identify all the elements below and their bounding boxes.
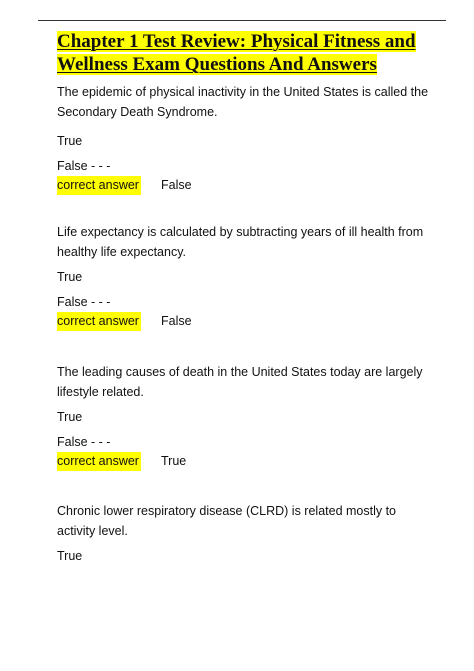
question-text: The leading causes of death in the United States today are largely lifestyle related. bbox=[57, 365, 423, 399]
answer-row bbox=[57, 452, 437, 471]
option-true: True bbox=[57, 549, 83, 563]
option-false: False - - - bbox=[57, 435, 111, 449]
option-true: True bbox=[57, 134, 83, 148]
option-true: True bbox=[57, 270, 83, 284]
correct-answer-value: False bbox=[160, 178, 192, 192]
correct-answer-label: correct answer bbox=[57, 176, 141, 195]
question-block-1 bbox=[57, 82, 437, 195]
correct-answer-value: False bbox=[160, 314, 192, 328]
option-false: False - - - bbox=[57, 159, 111, 173]
question-text: The epidemic of physical inactivity in the United States is called the Secondary Death Syndrome. bbox=[57, 85, 429, 119]
answer-row bbox=[57, 176, 437, 195]
question-text: Chronic lower respiratory disease (CLRD) is related mostly to activity level. bbox=[57, 504, 397, 538]
question-text: Life expectancy is calculated by subtracting years of ill health from healthy life expectancy. bbox=[57, 225, 424, 259]
answer-row bbox=[57, 312, 437, 331]
top-rule bbox=[38, 20, 446, 21]
correct-answer-label: correct answer bbox=[57, 452, 141, 471]
document-title bbox=[57, 30, 437, 76]
document-title-text: Chapter 1 Test Review: Physical Fitness and Wellness Exam Questions And Answers bbox=[57, 31, 416, 75]
question-block-2 bbox=[57, 222, 437, 331]
option-false: False - - - bbox=[57, 295, 111, 309]
correct-answer-label: correct answer bbox=[57, 312, 141, 331]
question-block-4 bbox=[57, 501, 437, 566]
question-block-3 bbox=[57, 362, 437, 471]
option-true: True bbox=[57, 410, 83, 424]
correct-answer-value: True bbox=[160, 454, 187, 468]
